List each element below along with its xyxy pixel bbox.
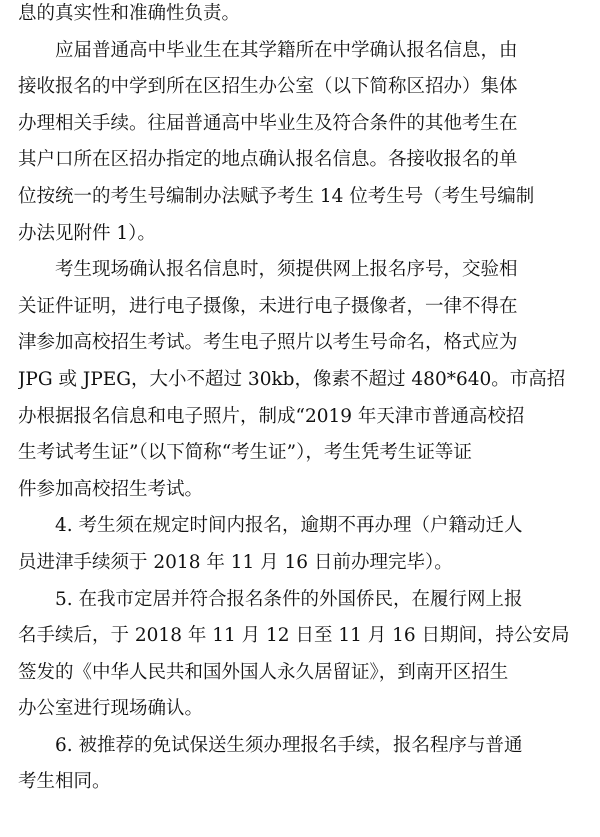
- text-line: 应届普通高中毕业生在其学籍所在中学确认报名信息，由: [55, 39, 518, 61]
- text-line: 名手续后，于 2018 年 11 月 12 日至 11 月 16 日期间，持公安局: [18, 625, 570, 647]
- text-line: 位按统一的考生号编制办法赋予考生 14 位考生号（考生号编制: [18, 185, 535, 207]
- text-line: 接收报名的中学到所在区招生办公室（以下简称区招办）集体: [18, 76, 518, 98]
- text-line: 息的真实性和准确性负责。: [18, 3, 241, 24]
- text-line: 其户口所在区招办指定的地点确认报名信息。各接收报名的单: [18, 149, 518, 171]
- text-line: 办法见附件 1）。: [18, 222, 156, 244]
- text-line: 件参加高校招生考试。: [18, 478, 204, 500]
- text-line: 考生现场确认报名信息时，须提供网上报名序号，交验相: [55, 259, 518, 281]
- text-line: JPG 或 JPEG，大小不超过 30kb，像素不超过 480*640。市高招: [18, 368, 566, 390]
- text-line: 办理相关手续。往届普通高中毕业生及符合条件的其他考生在: [18, 112, 518, 134]
- text-line: 员进津手续须于 2018 年 11 月 16 日前办理完毕）。: [18, 551, 453, 573]
- text-line: 津参加高校招生考试。考生电子照片以考生号命名，格式应为: [18, 332, 518, 354]
- text-line: 4. 考生须在规定时间内报名，逾期不再办理（户籍动迁人: [55, 515, 523, 537]
- text-line: 考生相同。: [18, 771, 111, 793]
- text-line: 生考试考生证”（以下简称“考生证”），考生凭考生证等证: [18, 442, 472, 464]
- text-line: 5. 在我市定居并符合报名条件的外国侨民，在履行网上报: [55, 588, 523, 610]
- text-line: 办根据报名信息和电子照片，制成“2019 年天津市普通高校招: [18, 405, 525, 427]
- text-line: 办公室进行现场确认。: [18, 698, 204, 720]
- text-line: 签发的《中华人民共和国外国人永久居留证》，到南开区招生: [18, 661, 509, 683]
- text-line: 关证件证明，进行电子摄像，未进行电子摄像者，一律不得在: [18, 295, 518, 317]
- text-line: 6. 被推荐的免试保送生须办理报名手续，报名程序与普通: [55, 734, 523, 756]
